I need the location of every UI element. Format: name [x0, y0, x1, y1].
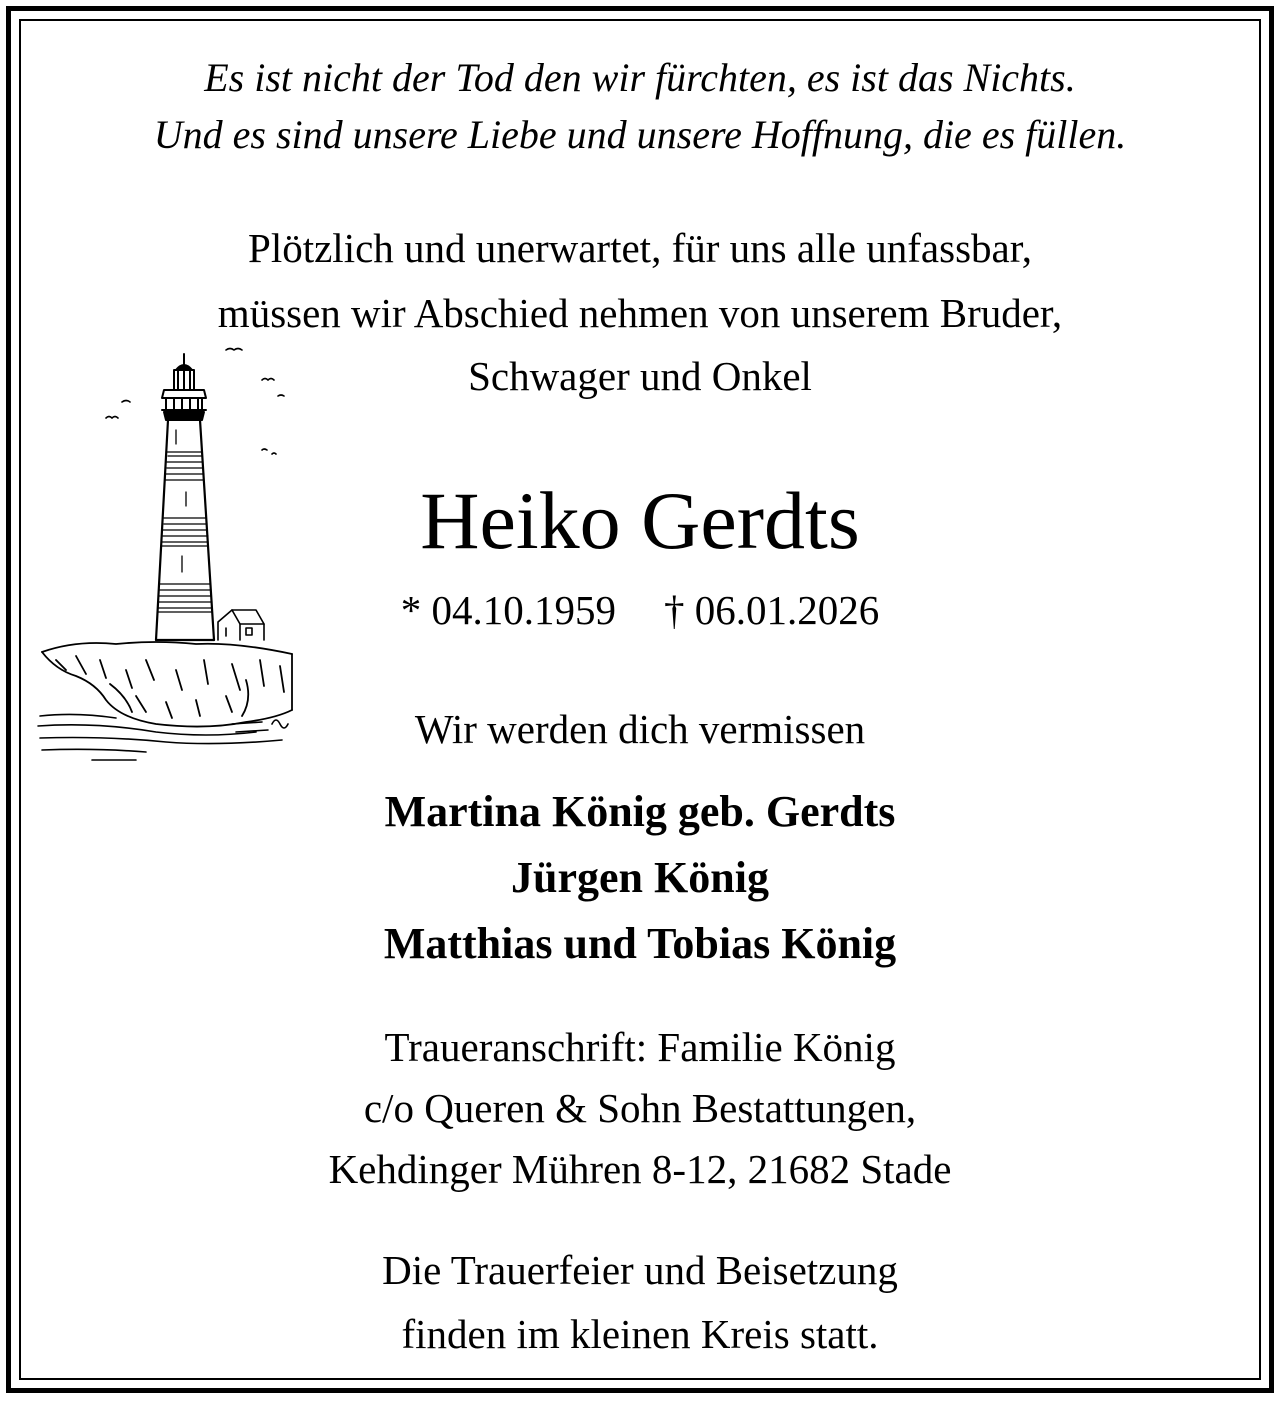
intro-line-1: Plötzlich und unerwartet, für uns alle unfassbar,: [248, 225, 1032, 271]
quote-line-2: Und es sind unsere Liebe und unsere Hoffnung, die es füllen.: [153, 112, 1127, 157]
death-date: † 06.01.2026: [664, 587, 880, 633]
quote-line-1: Es ist nicht der Tod den wir fürchten, es ist das Nichts.: [204, 55, 1076, 100]
ceremony-line-2: finden im kleinen Kreis statt.: [401, 1311, 879, 1357]
family-line-3: Matthias und Tobias König: [383, 919, 897, 968]
address-line-3: Kehdinger Mühren 8-12, 21682 Stade: [328, 1146, 952, 1192]
family-line-2: Jürgen König: [511, 853, 769, 902]
deceased-name: Heiko Gerdts: [420, 475, 860, 566]
address-line-2: c/o Queren & Sohn Bestattungen,: [363, 1085, 917, 1131]
family-line-1: Martina König geb. Gerdts: [384, 787, 896, 836]
address-line-1: Traueranschrift: Familie König: [384, 1024, 896, 1070]
ceremony-line-1: Die Trauerfeier und Beisetzung: [382, 1247, 898, 1293]
lighthouse-icon: [36, 340, 298, 770]
farewell-text: Wir werden dich vermissen: [414, 706, 866, 752]
intro-line-3: Schwager und Onkel: [468, 353, 812, 399]
birth-date: * 04.10.1959: [400, 587, 616, 633]
intro-line-2: müssen wir Abschied nehmen von unserem Bruder,: [217, 290, 1063, 336]
bird-icons: [106, 349, 284, 455]
